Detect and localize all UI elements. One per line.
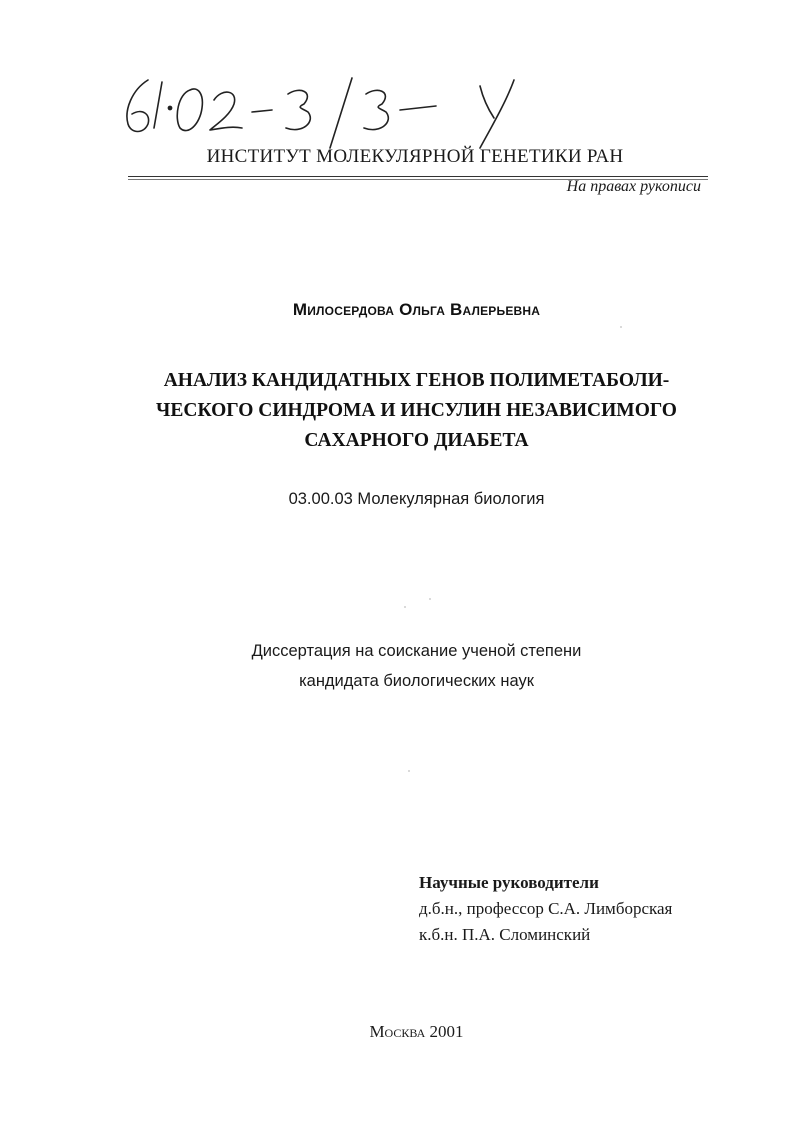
city-name: Москва [369,1022,426,1041]
dissertation-title [0,366,793,456]
supervisors-block [419,870,672,948]
scan-speck [620,326,622,328]
manuscript-rights-note: На правах рукописи [566,178,701,195]
scan-speck [408,770,410,772]
handwritten-signature-graphic [118,68,548,158]
city-year [0,1022,793,1042]
degree-statement [0,636,793,696]
institute-name: ИНСТИТУТ МОЛЕКУЛЯРНОЙ ГЕНЕТИКИ РАН [206,146,624,167]
scan-speck [429,598,431,600]
title-line-2: ЧЕСКОГО СИНДРОМА И ИНСУЛИН НЕЗАВИСИМОГО [156,400,677,421]
handwritten-catalog-number [118,68,548,158]
year: 2001 [429,1022,464,1041]
scan-speck [404,606,406,608]
header-divider [128,176,708,177]
degree-line-2: кандидата биологических наук [299,672,534,690]
supervisor-first: д.б.н., профессор С.А. Лимборская [419,899,673,918]
specialty-code: 03.00.03 Молекулярная биология [288,490,545,508]
degree-line-1: Диссертация на соискание ученой степени [251,642,582,660]
supervisor-second: к.б.н. П.А. Сломинский [419,925,591,944]
author-name: Милосердова Ольга Валерьевна [292,300,541,319]
supervisors-heading: Научные руководители [419,873,599,892]
title-line-1: АНАЛИЗ КАНДИДАТНЫХ ГЕНОВ ПОЛИМЕТАБОЛИ- [163,370,670,391]
title-line-3: САХАРНОГО ДИАБЕТА [304,430,529,451]
